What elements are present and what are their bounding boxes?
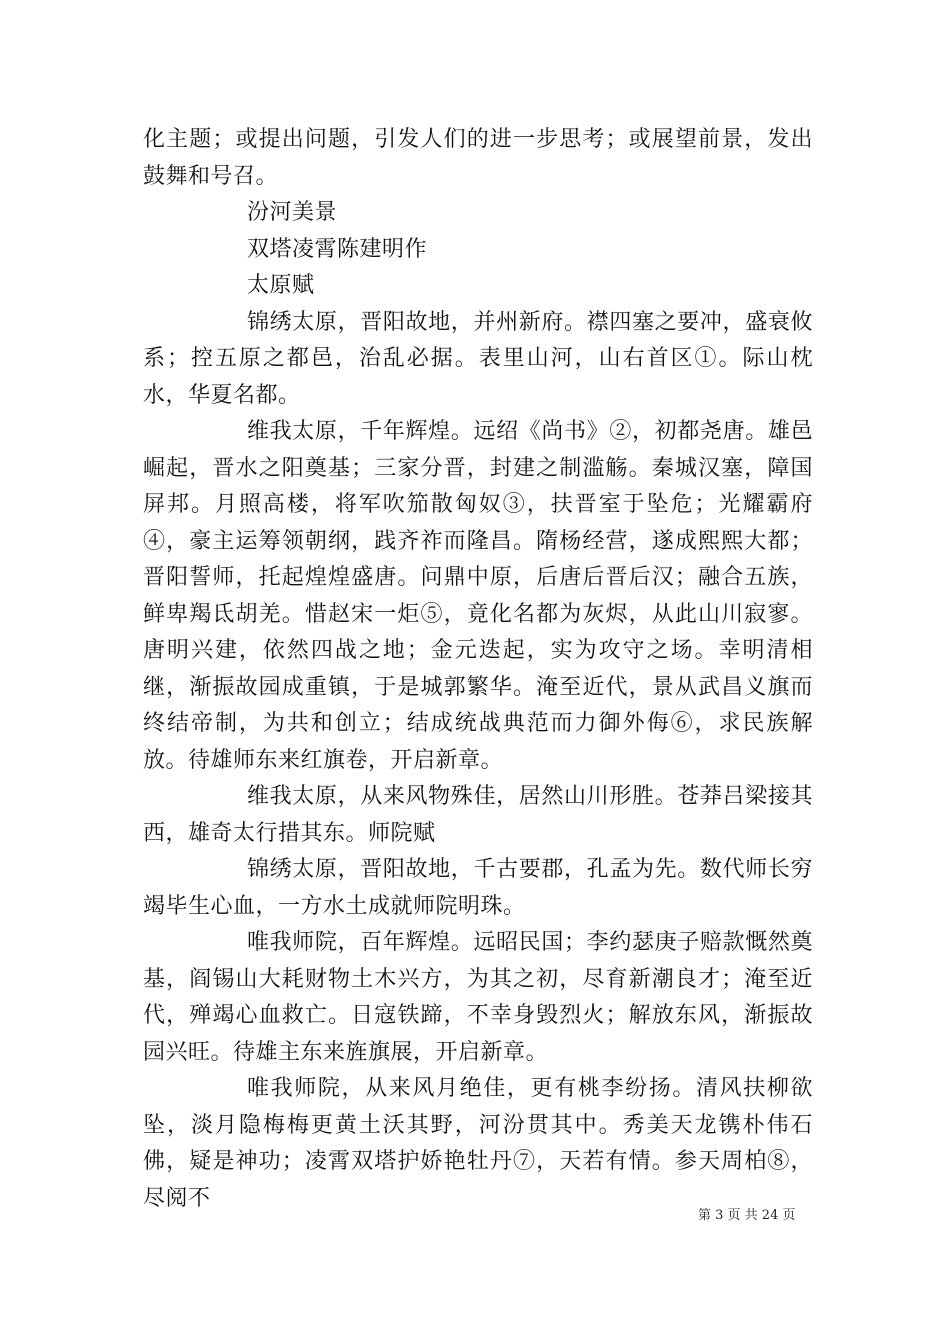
heading-fenhe-scenery: 汾河美景 <box>247 200 338 225</box>
page-number: 第 3 页 共 24 页 <box>698 1208 796 1223</box>
paragraph-9: 唯我师院，百年辉煌。远昭民国；李约瑟庚子赔款慨然奠基，阎锡山大耗财物土木兴方，为其之初，尽育新潮良才；淹至近代，殚竭心血救亡。日寇铁蹄，不幸身毁烈火；解放东风，渐振故园兴旺。待雄主东来旌旗展，开启新章。 <box>143 930 813 1065</box>
paragraph-6: 维我太原，千年辉煌。远绍《尚书》②，初都尧唐。雄邑崛起，晋水之阳奠基；三家分晋，封建之制滥觞。秦城汉塞，障国屏邦。月照高楼，将军吹笳散匈奴③，扶晋室于坠危；光耀霸府④，豪主运筹领朝纲，践齐祚而隆昌。隋杨经营，遂成熙熙大都；晋阳誓师，托起煌煌盛唐。问鼎中原，后唐后晋后汉；融合五族，鲜卑羯氐胡羌。惜赵宋一炬⑤，竟化名都为灰烬，从此山川寂寥。唐明兴建，依然四战之地；金元迭起，实为攻守之场。幸明清相继，渐振故园成重镇，于是城郭繁华。淹至近代，景从武昌义旗而终结帝制，为共和创立；结成统战典范而力御外侮⑥，求民族解放。待雄师东来红旗卷，开启新章。 <box>143 419 813 773</box>
paragraph-5: 锦绣太原，晋阳故地，并州新府。襟四塞之要冲，盛衰攸系；控五原之都邑，治乱必据。表里山河，山右首区①。际山枕水，华夏名都。 <box>143 309 813 408</box>
heading-taiyuan-fu: 太原赋 <box>247 273 315 298</box>
caption-twin-towers: 双塔凌霄陈建明作 <box>247 236 428 262</box>
paragraph-7: 维我太原，从来风物殊佳，居然山川形胜。苍莽吕梁接其西，雄奇太行措其东。师院赋 <box>143 784 813 846</box>
paragraph-10: 唯我师院，从来风月绝佳，更有桃李纷扬。清风扶柳欲坠，淡月隐梅梅更黄土沃其野，河汾贯其中。秀美天龙镌朴伟石佛，疑是神功；凌霄双塔护娇艳牡丹⑦，天若有情。参天周柏⑧，尽阅不 <box>143 1076 813 1211</box>
paragraph-1: 化主题；或提出问题，引发人们的进一步思考；或展望前景，发出鼓舞和号召。 <box>143 127 813 189</box>
document-body <box>143 122 813 1217</box>
paragraph-8: 锦绣太原，晋阳故地，千古要郡，孔孟为先。数代师长穷竭毕生心血，一方水土成就师院明珠。 <box>143 857 813 919</box>
